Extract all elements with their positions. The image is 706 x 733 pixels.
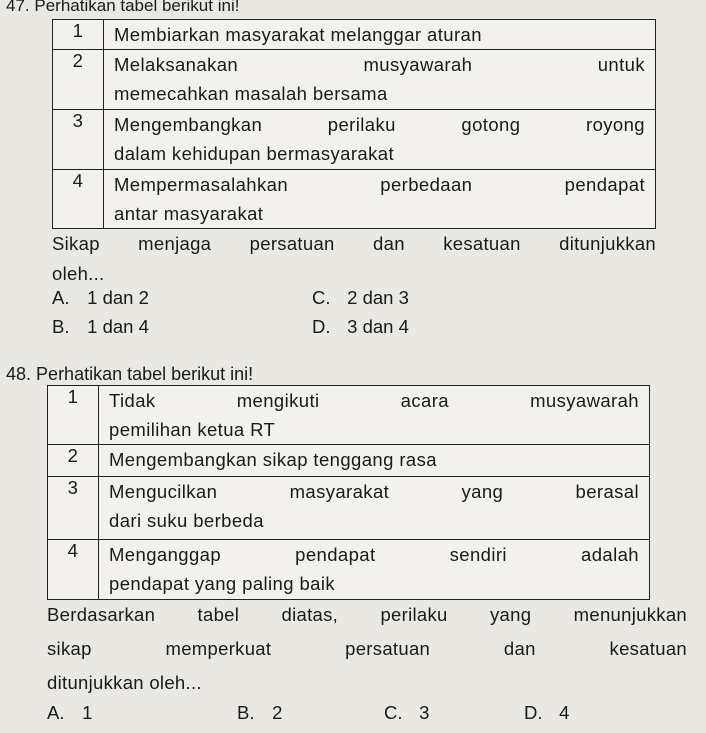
statement-line: dalam kehidupan bermasyarakat (114, 143, 395, 164)
statement-line: pemilihan ketua RT (109, 419, 276, 440)
q48-header (6, 364, 253, 384)
q47-option-c[interactable] (312, 287, 409, 309)
row-statement (104, 110, 656, 170)
option-key: A. (47, 702, 65, 723)
statement-line: pendapat yang paling baik (109, 573, 336, 594)
statement-line: antar masyarakat (114, 203, 264, 224)
question-line: sikap memperkuat persatuan dan kesatuan (47, 638, 687, 659)
q48-option-c[interactable] (384, 702, 429, 724)
q48-question (47, 598, 687, 700)
option-key: D. (312, 316, 331, 337)
q47-option-b[interactable] (52, 316, 149, 338)
table-row (53, 50, 656, 110)
question-line: oleh... (52, 263, 105, 284)
row-number: 1 (48, 386, 99, 445)
option-text: 1 dan 4 (87, 316, 149, 337)
row-statement (104, 20, 656, 50)
table-row (53, 20, 656, 50)
row-number: 1 (53, 20, 104, 50)
row-statement (99, 540, 650, 600)
option-text: 1 dan 2 (87, 287, 149, 308)
row-number: 4 (53, 170, 104, 229)
q47-number: 47. (6, 0, 30, 15)
q47-question (52, 229, 656, 289)
table-row (53, 110, 656, 170)
row-statement (99, 386, 650, 445)
q48-option-a[interactable] (47, 702, 92, 724)
row-number: 3 (48, 477, 99, 540)
statement-line: Menganggap pendapat sendiri adalah (109, 544, 639, 565)
option-text: 3 (419, 702, 430, 723)
row-number: 3 (53, 110, 104, 170)
option-text: 2 dan 3 (347, 287, 409, 308)
statement-line: Mengembangkan perilaku gotong royong (114, 114, 645, 135)
table-row (48, 386, 650, 445)
table-row (48, 540, 650, 600)
row-statement (104, 170, 656, 229)
row-number: 2 (53, 50, 104, 110)
question-line: Sikap menjaga persatuan dan kesatuan ditunjukkan (52, 233, 656, 254)
option-text: 2 (272, 702, 283, 723)
q48-instruction: Perhatikan tabel berikut ini! (36, 364, 254, 384)
q48-option-b[interactable] (237, 702, 282, 724)
table-row (48, 477, 650, 540)
statement-line: Membiarkan masyarakat melanggar aturan (114, 24, 482, 45)
option-text: 4 (559, 702, 570, 723)
option-text: 3 dan 4 (347, 316, 409, 337)
statement-line: Mengembangkan sikap tenggang rasa (109, 449, 437, 470)
q48-number: 48. (6, 364, 32, 384)
q47-header (6, 0, 239, 16)
statement-line: Mempermasalahkan perbedaan pendapat (114, 174, 645, 195)
q47-table (52, 19, 656, 229)
row-statement (99, 477, 650, 540)
statement-line: dari suku berbeda (109, 510, 264, 531)
option-key: B. (52, 316, 70, 337)
option-key: C. (312, 287, 331, 308)
row-number: 4 (48, 540, 99, 600)
statement-line: Melaksanakan musyawarah untuk (114, 54, 645, 75)
option-key: D. (524, 702, 543, 723)
question-line: Berdasarkan tabel diatas, perilaku yang menunjukkan (47, 604, 687, 625)
row-number: 2 (48, 445, 99, 477)
q47-option-a[interactable] (52, 287, 149, 309)
table-row (53, 170, 656, 229)
table-row (48, 445, 650, 477)
row-statement (99, 445, 650, 477)
statement-line: memecahkan masalah bersama (114, 83, 388, 104)
option-key: C. (384, 702, 403, 723)
q47-instruction: Perhatikan tabel berikut ini! (34, 0, 240, 15)
q48-option-d[interactable] (524, 702, 569, 724)
question-line: ditunjukkan oleh... (47, 672, 202, 693)
option-text: 1 (82, 702, 93, 723)
q48-table (47, 385, 650, 600)
statement-line: Mengucilkan masyarakat yang berasal (109, 481, 639, 502)
option-key: B. (237, 702, 255, 723)
statement-line: Tidak mengikuti acara musyawarah (109, 390, 639, 411)
option-key: A. (52, 287, 70, 308)
row-statement (104, 50, 656, 110)
q47-option-d[interactable] (312, 316, 409, 338)
